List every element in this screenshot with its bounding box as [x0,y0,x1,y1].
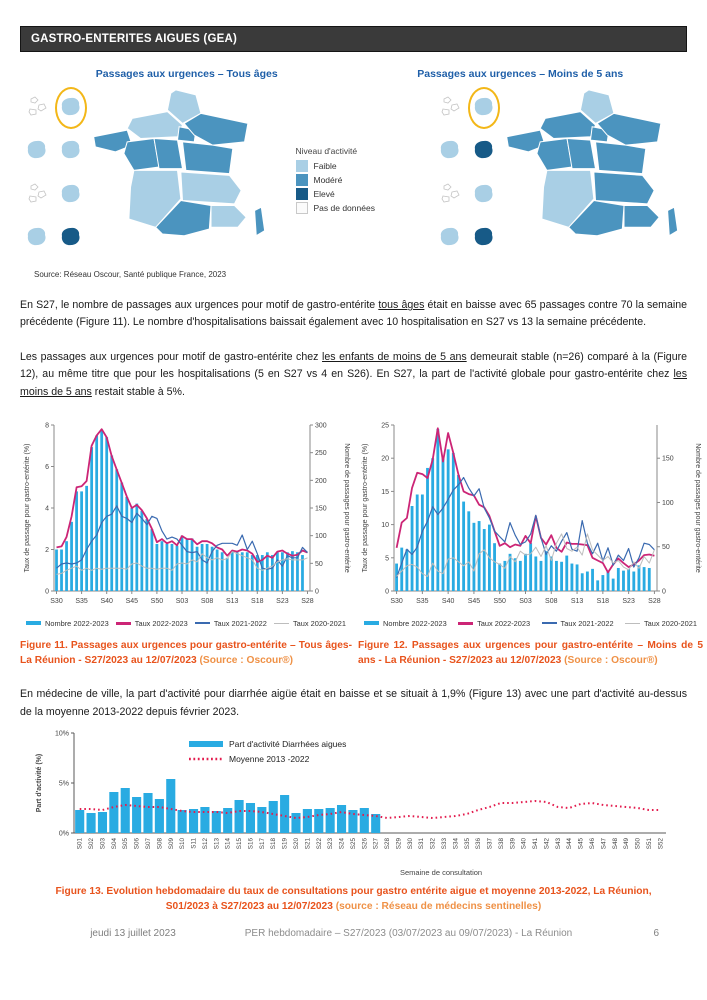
svg-text:50: 50 [662,544,670,552]
legend-taux-2021-2022: Taux 2021-2022 [542,619,614,628]
overseas-territory [26,226,48,248]
map-title-tous-ages: Passages aux urgences – Tous âges [95,68,278,80]
figure12-chart [358,417,703,615]
region-cvl [567,138,595,168]
svg-text:50: 50 [315,560,323,568]
svg-text:S22: S22 [315,837,323,849]
region-aura [594,172,654,204]
activity-level-legend [296,146,412,216]
svg-text:S03: S03 [519,597,532,605]
legend-item-modere [296,174,412,186]
figures-row [20,417,703,669]
footer-report-title: PER hebdomadaire – S27/2023 (03/07/2023 au 09/07/2023) - La Réunion [244,928,573,940]
svg-text:S38: S38 [497,837,505,849]
line-series-chip [625,623,640,625]
svg-text:S30: S30 [406,837,414,849]
line-series-chip [274,623,289,625]
svg-text:S45: S45 [467,597,481,605]
overseas-territories-grid [439,88,495,256]
svg-text:S35: S35 [463,837,471,849]
svg-text:S30: S30 [390,597,403,605]
legend-label: Elevé [313,189,335,199]
legend-label: Pas de données [313,203,375,213]
svg-text:Taux de passage pour gastro-en: Taux de passage pour gastro-entérite (%) [24,443,31,573]
legend-label: Faible [313,161,337,171]
svg-text:0: 0 [385,588,389,596]
section-title: GASTRO-ENTERITES AIGUES (GEA) [31,33,237,45]
figure12-legend [358,619,703,628]
svg-text:25: 25 [381,422,389,430]
svg-text:S13: S13 [213,837,221,849]
figure11-chart [20,417,352,615]
svg-text:S51: S51 [645,837,653,849]
overseas-territory [473,96,495,118]
svg-text:S13: S13 [225,597,239,605]
svg-text:0: 0 [45,588,49,596]
svg-text:S44: S44 [566,837,574,849]
svg-text:S15: S15 [236,837,244,849]
svg-text:150: 150 [662,455,674,463]
region-pdl [124,138,159,170]
svg-text:S23: S23 [327,837,335,849]
figure12-caption: Figure 12. Passages aux urgences pour gastro-entérite – Moins de 5 ans - La Réunion - S27/2023 au 12/07/2023 (Source : Oscour®) [358,639,703,667]
svg-text:S45: S45 [125,597,139,605]
svg-text:S50: S50 [150,597,164,605]
svg-text:8: 8 [45,422,49,430]
overseas-territory [26,139,48,161]
figure13-caption: Figure 13. Evolution hebdomadaire du taux de consultations pour gastro entérite aigue et moyenne 2013-2022, La Réunion, S01/2023 à S27/2023 au 12/07/2023 (source : Réseau de médecins sentinelles) [55,885,652,912]
svg-text:Taux de passage pour gastro-en: Taux de passage pour gastro-entérite (%) [362,443,369,573]
svg-text:20: 20 [381,455,389,463]
svg-text:S31: S31 [418,837,426,849]
line-series-chip [542,622,557,624]
legend-item-eleve [296,188,412,200]
map-block-tous-ages [26,88,268,256]
svg-text:S36: S36 [475,837,483,849]
svg-text:S40: S40 [441,597,455,605]
region-corse [668,207,678,235]
footer-page-number: 6 [653,928,659,940]
section-header [20,26,687,52]
map-block-moins-5-ans [439,88,681,256]
legend-nombre-2022-2023: Nombre 2022-2023 [364,619,447,628]
legend-taux-2020-2021: Taux 2020-2021 [274,619,346,628]
svg-text:S52: S52 [657,837,665,849]
region-paca [624,206,659,228]
paragraph-tous-ages: En S27, le nombre de passages aux urgences pour motif de gastro-entérite tous âges était en baisse avec 65 passages contre 70 la semaine précédente (Figure 11). Le nombre d'hospitalisations baissait également avec 10 hospitalisation en S27 vs 13 la semaine précédente. [20,299,687,329]
la-reunion-highlight-ellipse [468,87,500,129]
overseas-territory [26,183,48,205]
svg-text:S35: S35 [416,597,429,605]
svg-text:S20: S20 [293,837,300,849]
svg-text:S40: S40 [520,837,528,849]
region-bfc [596,142,646,174]
svg-text:S35: S35 [75,597,88,605]
overseas-territory [439,96,461,118]
svg-text:S48: S48 [611,837,619,849]
svg-text:S23: S23 [276,597,289,605]
paragraph-moins-5-ans: Les passages aux urgences pour motif de gastro-entérite chez les enfants de moins de 5 ans demeurait stable (n=26) comparé à la (Figure 12), au même titre que pour les hospitalisations (5 en S27 vs 4 en S26). En S27, la part de l'activité globale pour gastro-entérite chez les moins de 5 ans restait stable à 5%. [20,351,688,398]
legend-item-pas-de-donnees [296,202,412,214]
svg-text:S37: S37 [486,837,494,849]
svg-text:S24: S24 [338,837,346,849]
overseas-territory [439,226,461,248]
svg-text:S42: S42 [543,837,551,849]
svg-text:S29: S29 [395,837,403,849]
svg-text:S07: S07 [145,837,152,849]
france-map-tous-ages [92,88,268,256]
bar-series-chip [364,621,379,625]
svg-text:S02: S02 [88,837,96,849]
svg-text:Semaine de consultation: Semaine de consultation [399,867,483,877]
svg-text:S43: S43 [554,837,562,849]
figure11-caption: Figure 11. Passages aux urgences pour gastro-entérite – Tous âges- La Réunion - S27/2023 au 12/07/2023 (Source : Oscour®) [20,639,352,667]
svg-text:S39: S39 [509,837,517,849]
map-titles-row [20,68,687,80]
overseas-territory [473,183,495,205]
page-footer [20,928,687,939]
svg-text:S40: S40 [100,597,113,605]
eleve-color-chip [296,188,308,200]
svg-text:S32: S32 [429,837,437,849]
svg-text:S08: S08 [156,837,164,849]
figure13-chart [32,727,682,877]
overseas-territory [473,139,495,161]
svg-text:S46: S46 [589,837,596,849]
svg-text:S13: S13 [570,597,584,605]
svg-text:S49: S49 [623,837,631,849]
region-aura [181,172,241,204]
modere-color-chip [296,174,308,186]
svg-text:15: 15 [381,488,389,496]
svg-text:S19: S19 [281,837,289,849]
svg-text:S28: S28 [301,597,314,605]
pas-de-donnees-color-chip [296,202,308,214]
legend-taux-2021-2022: Taux 2021-2022 [195,619,267,628]
svg-text:300: 300 [315,422,327,430]
overseas-territory [439,183,461,205]
map-title-moins-5-ans: Passages aux urgences – Moins de 5 ans [417,68,624,80]
svg-text:S17: S17 [258,837,266,849]
svg-text:S50: S50 [634,837,642,849]
svg-text:100: 100 [662,499,674,507]
svg-text:10%: 10% [54,730,69,738]
svg-text:4: 4 [45,505,49,513]
overseas-territory [60,96,82,118]
svg-text:200: 200 [315,477,327,485]
overseas-territory [26,96,48,118]
footer-date: jeudi 13 juillet 2023 [90,928,176,940]
svg-text:S10: S10 [179,837,187,849]
svg-text:S21: S21 [304,837,312,849]
svg-text:2: 2 [45,546,49,554]
overseas-territory [60,183,82,205]
maps-row [20,88,687,256]
svg-text:5: 5 [385,555,389,563]
legend-taux-2020-2021: Taux 2020-2021 [625,619,697,628]
legend-nombre-2022-2023: Nombre 2022-2023 [26,619,109,628]
paragraph-medecine-de-ville: En médecine de ville, la part d'activité pour diarrhée aigüe était en baisse et se situait à 1,9% (Figure 13) avec une part d'activité au-dessus de la moyenne 2013-2022 depuis février 2023. [20,688,687,718]
svg-text:S33: S33 [441,837,448,849]
svg-text:0%: 0% [58,830,69,838]
map-source-note: Source: Réseau Oscour, Santé publique France, 2023 [34,270,227,279]
svg-text:S45: S45 [577,837,585,849]
la-reunion-highlight-ellipse [55,87,87,129]
figure11-column [20,417,352,669]
legend-title: Niveau d'activité [295,146,358,156]
region-pdl [537,138,572,170]
svg-text:S18: S18 [251,597,264,605]
line-series-chip [116,622,131,625]
svg-text:250: 250 [315,449,327,457]
svg-text:S26: S26 [361,837,369,849]
france-map-moins-5-ans [505,88,681,256]
figure11-legend [20,619,352,628]
line-series-chip [458,622,473,625]
svg-text:100: 100 [315,532,327,540]
region-paca [211,206,246,228]
svg-text:S12: S12 [201,837,209,849]
svg-text:10: 10 [381,521,389,529]
svg-text:S16: S16 [247,837,255,849]
region-bfc [183,142,233,174]
svg-text:S30: S30 [50,597,63,605]
svg-text:S06: S06 [133,837,141,849]
legend-label: Modéré [313,175,343,185]
legend-taux-2022-2023: Taux 2022-2023 [116,619,188,628]
svg-text:0: 0 [662,588,666,596]
svg-text:S28: S28 [384,837,392,849]
svg-text:S23: S23 [622,597,635,605]
legend-item-faible [296,160,412,172]
svg-text:5%: 5% [58,780,69,788]
faible-color-chip [296,160,308,172]
svg-text:S18: S18 [596,597,610,605]
legend-taux-2022-2023: Taux 2022-2023 [458,619,530,628]
svg-text:S28: S28 [648,597,661,605]
svg-text:S09: S09 [167,837,175,849]
svg-text:S14: S14 [224,837,232,849]
svg-text:Part d'activité Diarrhées aigu: Part d'activité Diarrhées aigues [229,738,347,749]
line-series-chip [195,622,210,624]
region-corse [255,207,265,235]
overseas-territories-grid [26,88,82,256]
svg-text:S03: S03 [175,597,189,605]
svg-text:S25: S25 [349,837,357,849]
svg-text:Part d'activité (%): Part d'activité (%) [36,753,43,812]
bar-series-chip [26,621,41,625]
overseas-territory [60,139,82,161]
figure13-wrap [20,727,687,882]
svg-text:Nombre de passages pour gastro: Nombre de passages pour gastro-entérite [343,442,350,573]
svg-text:6: 6 [45,463,49,471]
overseas-territory [60,226,82,248]
svg-text:150: 150 [315,505,327,513]
svg-text:S34: S34 [452,837,460,849]
svg-text:S03: S03 [99,837,107,849]
svg-text:S04: S04 [110,837,118,849]
svg-text:S41: S41 [532,837,540,849]
svg-text:S27: S27 [372,837,380,849]
svg-text:S18: S18 [270,837,278,849]
svg-text:S05: S05 [122,837,130,849]
svg-text:Moyenne 2013 -2022: Moyenne 2013 -2022 [229,753,310,764]
svg-text:S01: S01 [76,837,84,849]
svg-text:S50: S50 [493,597,506,605]
svg-text:0: 0 [315,588,319,596]
overseas-territory [473,226,495,248]
svg-text:S08: S08 [200,597,214,605]
svg-text:S11: S11 [190,837,198,849]
svg-text:S47: S47 [600,837,608,849]
figure12-column [358,417,703,669]
svg-text:Nombre de passages pour gastro: Nombre de passages pour gastro-entérite [694,442,701,573]
overseas-territory [439,139,461,161]
svg-text:S08: S08 [545,597,558,605]
region-cvl [154,138,182,168]
